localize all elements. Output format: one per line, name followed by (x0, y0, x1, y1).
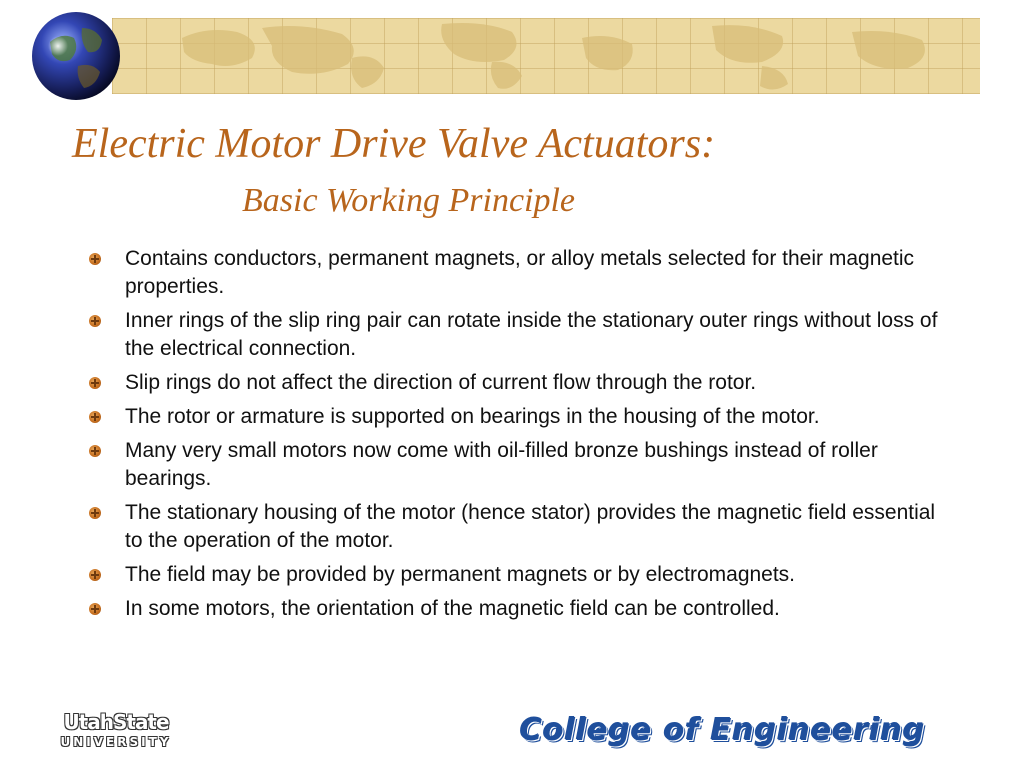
bullet-text: The field may be provided by permanent magnets or by electromagnets. (125, 563, 796, 586)
bullet-text: In some motors, the orientation of the magnetic field can be controlled. (125, 597, 780, 620)
bullet-text: Contains conductors, permanent magnets, or alloy metals selected for their magnetic properties. (125, 247, 915, 298)
bullet-text: The stationary housing of the motor (hence stator) provides the magnetic field essential to the operation of the motor. (125, 501, 936, 552)
bullet-icon (89, 507, 101, 519)
bullet-item (88, 307, 938, 363)
world-map-graphic (112, 18, 980, 94)
bullet-list (88, 245, 938, 629)
bullet-icon (89, 603, 101, 615)
globe-icon (30, 10, 122, 102)
slide-title: Electric Motor Drive Valve Actuators: (72, 121, 716, 167)
bullet-text: Inner rings of the slip ring pair can rotate inside the stationary outer rings without loss of the electrical connection. (125, 309, 938, 360)
bullet-icon (89, 253, 101, 265)
bullet-text: Many very small motors now come with oil-filled bronze bushings instead of roller bearings. (125, 439, 878, 490)
bullet-text: The rotor or armature is supported on bearings in the housing of the motor. (125, 405, 820, 428)
utah-state-university-logo (52, 710, 180, 750)
bullet-item (88, 437, 938, 493)
slide-subtitle: Basic Working Principle (242, 182, 576, 219)
bullet-icon (89, 569, 101, 581)
bullet-text: Slip rings do not affect the direction of current flow through the rotor. (125, 371, 757, 394)
usu-logo-line2: UNIVERSITY (60, 735, 172, 749)
bullet-icon (89, 411, 101, 423)
bullet-item (88, 499, 938, 555)
bullet-item (88, 595, 938, 623)
bullet-icon (89, 445, 101, 457)
bullet-icon (89, 377, 101, 389)
bullet-item (88, 369, 938, 397)
bullet-icon (89, 315, 101, 327)
world-map-banner (112, 18, 980, 94)
bullet-item (88, 245, 938, 301)
college-of-engineering-logo (520, 712, 994, 750)
usu-logo-line1: UtahState (63, 710, 169, 734)
bullet-item (88, 403, 938, 431)
college-logo-text: College of Engineering (520, 713, 926, 748)
bullet-item (88, 561, 938, 589)
